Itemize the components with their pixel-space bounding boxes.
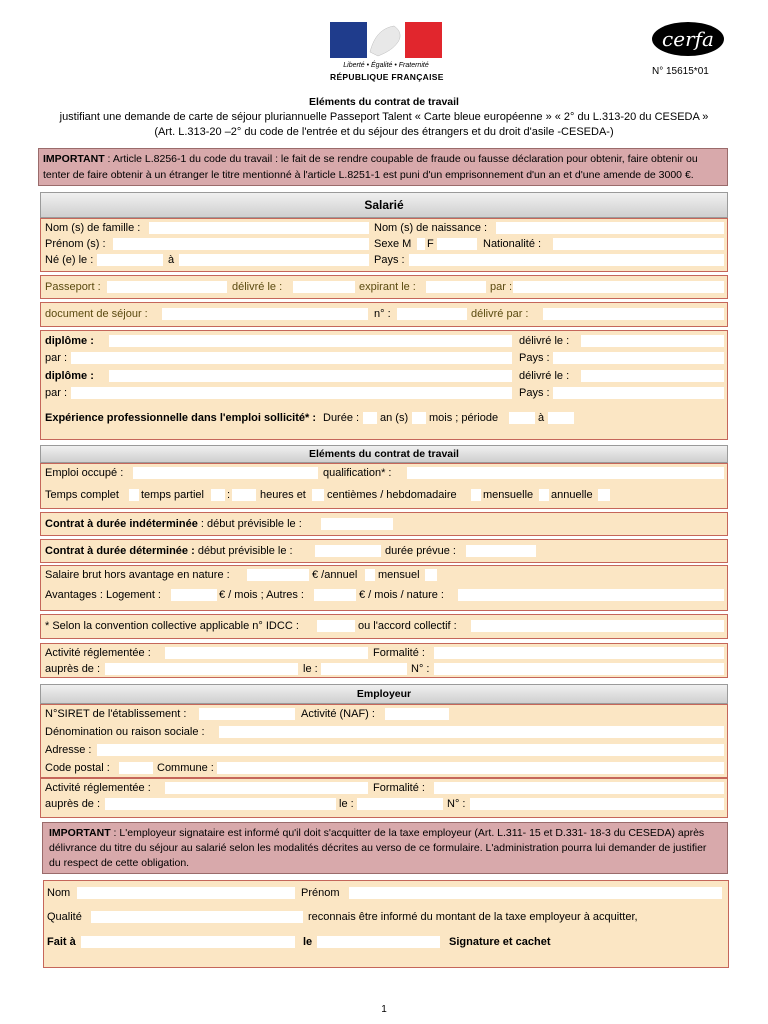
- diplome-2-pays-label: Pays :: [519, 387, 550, 399]
- passeport-par-input[interactable]: [513, 281, 724, 293]
- idcc-input[interactable]: [317, 620, 355, 632]
- temps-complet-checkbox[interactable]: [129, 489, 139, 501]
- salarie-identity-section: [40, 218, 728, 272]
- salaire-mensuel-label: mensuel: [378, 569, 420, 581]
- cdd-debut-input[interactable]: [315, 545, 381, 557]
- sexe-f-checkbox[interactable]: [437, 238, 477, 250]
- experience-mois-label: mois ; période: [429, 412, 499, 424]
- denomination-input[interactable]: [219, 726, 724, 738]
- hebdomadaire-checkbox[interactable]: [471, 489, 481, 501]
- employeur-activite-input[interactable]: [165, 782, 368, 794]
- siret-input[interactable]: [199, 708, 295, 720]
- code-postal-label: Code postal :: [45, 762, 110, 774]
- avantages-label: Avantages : Logement :: [45, 589, 161, 601]
- contrat-aupres-input[interactable]: [105, 663, 298, 675]
- ne-a-label: à: [168, 254, 175, 266]
- important-notice-fraud: [38, 148, 728, 186]
- diplome-1-pays-input[interactable]: [553, 352, 724, 364]
- mensuelle-checkbox[interactable]: [539, 489, 549, 501]
- heures-label: heures et: [260, 489, 306, 501]
- contrat-le-label: le :: [303, 663, 318, 675]
- cdi-date-input[interactable]: [321, 518, 393, 530]
- form-number: N° 15615*01: [652, 66, 709, 77]
- salaire-annuel-checkbox[interactable]: [365, 569, 375, 581]
- employeur-le-input[interactable]: [357, 798, 443, 810]
- experience-a-label: à: [538, 412, 545, 424]
- diplome-1-pays-label: Pays :: [519, 352, 550, 364]
- temps-complet-label: Temps complet: [45, 489, 119, 501]
- cdd-section: [40, 539, 728, 563]
- section-contrat-header: Eléments du contrat de travail: [40, 445, 728, 463]
- document-numero-label: n° :: [374, 308, 391, 320]
- page-subtitle-2: (Art. L.313-20 –2° du code de l'entrée et du séjour des étrangers et du droit d'asile -CESEDA-): [154, 126, 614, 138]
- experience-ans-input[interactable]: [363, 412, 377, 424]
- cerfa-logo: cerfa: [652, 22, 724, 56]
- signature-date-input[interactable]: [317, 936, 440, 948]
- temps-colon: :: [227, 489, 231, 501]
- qualite-label: Qualité: [47, 911, 82, 923]
- reconnais-text: reconnais être informé du montant de la taxe employeur à acquitter,: [308, 911, 638, 923]
- sexe-f-label: F: [427, 238, 434, 250]
- important2-text: : L'employeur signataire est informé qu'il doit s'acquitter de la taxe employeur (Art. L.311- 15 et D.331- 18-3 du CESEDA) après délivrance du titre du séjour au salarié selon les modalités décrites au verso de ce formulaire. L'administration pourra lui demander de justifier du respect de cette obligation.: [49, 827, 707, 869]
- diplome-1-par-input[interactable]: [71, 352, 512, 364]
- salaire-annuel-label: € /annuel: [312, 569, 358, 581]
- diplome-2-label: diplôme :: [45, 370, 94, 382]
- sexe-m-label: Sexe M: [374, 238, 412, 250]
- section-employeur-header: Employeur: [40, 684, 728, 704]
- diplome-2-delivre-input[interactable]: [581, 370, 724, 382]
- signature-prenom-label: Prénom: [301, 887, 340, 899]
- contrat-le-input[interactable]: [321, 663, 407, 675]
- signature-le-label: le: [303, 936, 313, 948]
- salaire-label: Salaire brut hors avantage en nature :: [45, 569, 230, 581]
- nom-famille-input[interactable]: [149, 222, 369, 234]
- section-salarie-header: Salarié: [40, 192, 728, 218]
- siret-label: N°SIRET de l'établissement :: [45, 708, 187, 720]
- convention-section: [40, 614, 728, 639]
- nationalite-label: Nationalité :: [483, 238, 542, 250]
- cdi-label-bold: Contrat à durée indéterminée: [45, 518, 198, 530]
- logo-republique: RÉPUBLIQUE FRANÇAISE: [330, 72, 444, 82]
- document-delivre-par-input[interactable]: [543, 308, 724, 320]
- employeur-formalite-input[interactable]: [434, 782, 724, 794]
- duree-prevue-input[interactable]: [466, 545, 536, 557]
- diplome-2-delivre-label: délivré le :: [519, 370, 570, 382]
- contrat-activite-input[interactable]: [165, 647, 368, 659]
- denomination-label: Dénomination ou raison sociale :: [45, 726, 205, 738]
- heures-input[interactable]: [232, 489, 256, 501]
- employeur-activite-label: Activité réglementée :: [45, 782, 151, 794]
- diplome-1-delivre-label: délivré le :: [519, 335, 570, 347]
- employeur-section: [40, 704, 728, 778]
- page-title: Eléments du contrat de travail: [309, 96, 459, 108]
- contrat-activite-section: [40, 643, 728, 678]
- diplome-1-par-label: par :: [45, 352, 68, 364]
- signature-cachet-label: Signature et cachet: [449, 936, 551, 948]
- avantages-autres-label: € / mois ; Autres :: [219, 589, 304, 601]
- employeur-le-label: le :: [339, 798, 354, 810]
- document-delivre-par-label: délivré par :: [471, 308, 529, 320]
- annuelle-checkbox[interactable]: [598, 489, 610, 501]
- contrat-formalite-label: Formalité :: [373, 647, 425, 659]
- diplome-1-input[interactable]: [109, 335, 512, 347]
- nom-naissance-input[interactable]: [496, 222, 724, 234]
- prenom-input[interactable]: [113, 238, 369, 250]
- diplome-2-input[interactable]: [109, 370, 512, 382]
- emploi-input[interactable]: [133, 467, 318, 479]
- document-sejour-input[interactable]: [162, 308, 368, 320]
- naf-input[interactable]: [385, 708, 449, 720]
- fait-a-label: Fait à: [47, 936, 76, 948]
- contrat-numero-label: N° :: [411, 663, 430, 675]
- accord-input[interactable]: [471, 620, 724, 632]
- autres-input[interactable]: [314, 589, 356, 601]
- logement-input[interactable]: [171, 589, 217, 601]
- emploi-section: [40, 463, 728, 509]
- ne-a-input[interactable]: [179, 254, 369, 266]
- signature-section: [43, 880, 729, 968]
- passeport-label: Passeport :: [45, 281, 101, 293]
- prenom-label: Prénom (s) :: [45, 238, 106, 250]
- diplome-2-par-input[interactable]: [71, 387, 512, 399]
- adresse-input[interactable]: [97, 744, 724, 756]
- employeur-activite-section: [40, 778, 728, 818]
- commune-input[interactable]: [217, 762, 724, 774]
- experience-duree-label: Durée :: [323, 412, 360, 424]
- cdi-label-text: : début prévisible le :: [197, 518, 302, 530]
- salaire-input[interactable]: [247, 569, 309, 581]
- passeport-section: [40, 275, 728, 299]
- pays-input[interactable]: [409, 254, 724, 266]
- document-sejour-section: [40, 302, 728, 327]
- diplome-2-par-label: par :: [45, 387, 68, 399]
- document-sejour-label: document de séjour :: [45, 308, 148, 320]
- temps-partiel-label: temps partiel: [141, 489, 204, 501]
- centiemes-input[interactable]: [312, 489, 324, 501]
- experience-ans-label: an (s): [380, 412, 409, 424]
- temps-partiel-checkbox[interactable]: [211, 489, 225, 501]
- qualification-label: qualification* :: [323, 467, 392, 479]
- employeur-numero-input[interactable]: [470, 798, 724, 810]
- diplome-2-pays-input[interactable]: [553, 387, 724, 399]
- logo-motto: Liberté • Égalité • Fraternité: [343, 62, 429, 69]
- qualite-input[interactable]: [91, 911, 303, 923]
- nom-naissance-label: Nom (s) de naissance :: [374, 222, 488, 234]
- diplomes-section: [40, 330, 728, 440]
- passeport-expirant-label: expirant le :: [359, 281, 416, 293]
- convention-label: * Selon la convention collective applicable n° IDCC :: [45, 620, 299, 632]
- sexe-m-checkbox[interactable]: [417, 238, 425, 250]
- mensuelle-label: mensuelle: [483, 489, 534, 501]
- salaire-mensuel-checkbox[interactable]: [425, 569, 437, 581]
- salaire-section: [40, 565, 728, 611]
- nom-famille-label: Nom (s) de famille :: [45, 222, 141, 234]
- fait-a-input[interactable]: [81, 936, 295, 948]
- ne-le-input[interactable]: [97, 254, 163, 266]
- passeport-expirant-input[interactable]: [426, 281, 486, 293]
- important-label: IMPORTANT: [43, 153, 105, 165]
- page-subtitle-1: justifiant une demande de carte de séjour pluriannuelle Passeport Talent « Carte bleue européenne » « 2° du L.313-20 du CESEDA »: [59, 111, 709, 123]
- experience-periode-debut-input[interactable]: [509, 412, 535, 424]
- annuelle-label: annuelle: [551, 489, 593, 501]
- passeport-delivre-label: délivré le :: [232, 281, 283, 293]
- employeur-numero-label: N° :: [447, 798, 466, 810]
- passeport-par-label: par :: [490, 281, 513, 293]
- employeur-aupres-input[interactable]: [105, 798, 336, 810]
- cdi-section: [40, 512, 728, 536]
- republique-logo: [330, 22, 442, 86]
- employeur-aupres-label: auprès de :: [45, 798, 101, 810]
- signature-nom-label: Nom: [47, 887, 71, 899]
- emploi-label: Emploi occupé :: [45, 467, 124, 479]
- diplome-1-label: diplôme :: [45, 335, 94, 347]
- cdd-label-text: début prévisible le :: [194, 545, 293, 557]
- signature-prenom-input[interactable]: [349, 887, 722, 899]
- cdi-label: [45, 518, 302, 531]
- passeport-delivre-input[interactable]: [293, 281, 355, 293]
- contrat-activite-label: Activité réglementée :: [45, 647, 151, 659]
- page-number: 1: [381, 1004, 387, 1015]
- code-postal-input[interactable]: [119, 762, 153, 774]
- commune-label: Commune :: [157, 762, 214, 774]
- qualification-input[interactable]: [407, 467, 724, 479]
- document-numero-input[interactable]: [397, 308, 467, 320]
- contrat-numero-input[interactable]: [434, 663, 724, 675]
- cdd-label: [45, 545, 293, 558]
- important-notice-taxe: [42, 822, 728, 874]
- adresse-label: Adresse :: [45, 744, 92, 756]
- important-text: : Article L.8256-1 du code du travail : le fait de se rendre coupable de fraude ou fausse déclaration pour obtenir, faire obtenir ou tenter de faire obtenir à un étranger le titre mentionné à l'article L.8251-1 est puni d'un emprisonnement d'un an et d'une amende de 3000 €.: [43, 153, 698, 181]
- marianne-flag-icon: [330, 22, 442, 58]
- experience-label: Expérience professionnelle dans l'emploi sollicité* :: [45, 412, 316, 424]
- accord-label: ou l'accord collectif :: [358, 620, 457, 632]
- experience-periode-fin-input[interactable]: [548, 412, 574, 424]
- ne-le-label: Né (e) le :: [45, 254, 94, 266]
- centiemes-label: centièmes / hebdomadaire: [327, 489, 457, 501]
- cdd-label-bold: Contrat à durée déterminée :: [45, 545, 195, 557]
- contrat-formalite-input[interactable]: [434, 647, 724, 659]
- naf-label: Activité (NAF) :: [301, 708, 375, 720]
- pays-label: Pays :: [374, 254, 405, 266]
- duree-prevue-label: durée prévue :: [385, 545, 456, 557]
- nationalite-input[interactable]: [553, 238, 724, 250]
- diplome-1-delivre-input[interactable]: [581, 335, 724, 347]
- nature-input[interactable]: [458, 589, 724, 601]
- avantages-nature-label: € / mois / nature :: [359, 589, 444, 601]
- signature-nom-input[interactable]: [77, 887, 295, 899]
- employeur-formalite-label: Formalité :: [373, 782, 425, 794]
- important2-label: IMPORTANT: [49, 827, 111, 839]
- contrat-aupres-label: auprès de :: [45, 663, 101, 675]
- experience-mois-input[interactable]: [412, 412, 426, 424]
- passeport-input[interactable]: [107, 281, 227, 293]
